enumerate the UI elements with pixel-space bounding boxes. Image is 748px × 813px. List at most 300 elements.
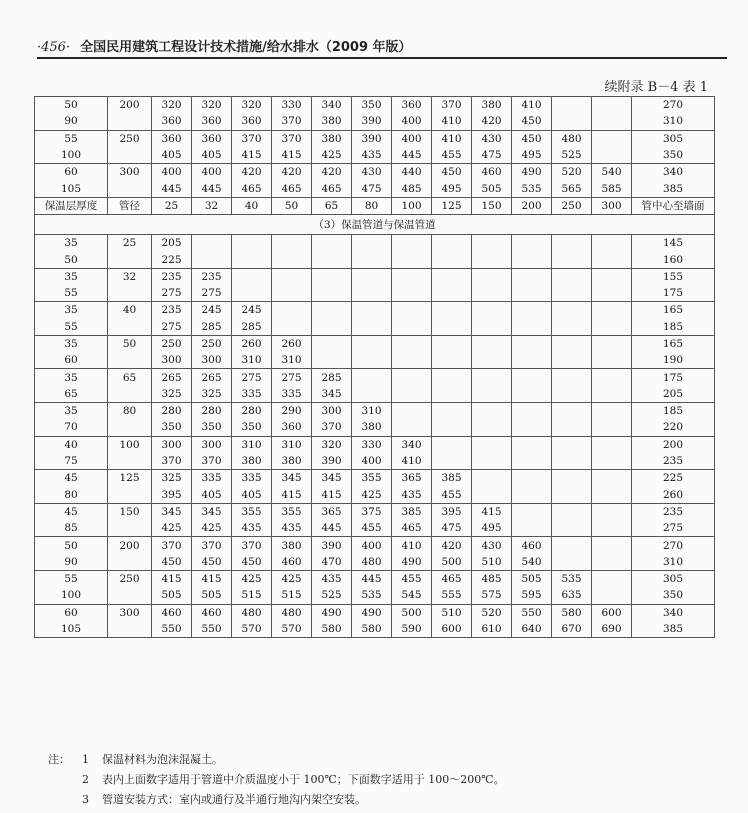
table-cell: 205 [152, 235, 192, 252]
table-cell: 235 [192, 268, 232, 285]
table-cell: 445 [352, 571, 392, 588]
table-cell [312, 335, 352, 352]
column-header: 32 [192, 197, 232, 214]
table-cell: 150 [108, 503, 152, 520]
table-cell [512, 235, 552, 252]
table-cell [512, 319, 552, 336]
table-row [35, 130, 715, 147]
table-cell [512, 436, 552, 453]
table-cell: 460 [272, 554, 312, 571]
table-cell: 500 [432, 554, 472, 571]
table-cell: 450 [192, 554, 232, 571]
table-cell: 425 [312, 147, 352, 164]
table-cell: 450 [512, 130, 552, 147]
table-cell: 370 [232, 537, 272, 554]
table-cell [232, 285, 272, 302]
table-cell: 345 [312, 470, 352, 487]
table-cell: 370 [192, 453, 232, 470]
table-cell [592, 503, 632, 520]
table-cell: 325 [192, 386, 232, 403]
table-cell: 400 [352, 537, 392, 554]
table-cell: 335 [272, 386, 312, 403]
table-cell: 345 [272, 470, 312, 487]
table-cell: 175 [632, 285, 715, 302]
column-header: 150 [472, 197, 512, 214]
table-cell [352, 369, 392, 386]
table-cell: 370 [432, 97, 472, 114]
table-cell: 250 [192, 335, 232, 352]
table-cell [552, 285, 592, 302]
table-cell [592, 554, 632, 571]
table-cell: 275 [192, 285, 232, 302]
table-cell: 55 [35, 319, 108, 336]
table-cell: 580 [352, 621, 392, 638]
table-cell [352, 235, 392, 252]
table-cell: 50 [35, 97, 108, 114]
table-cell: 280 [192, 403, 232, 420]
table-cell: 410 [512, 97, 552, 114]
table-cell [552, 302, 592, 319]
table-cell: 435 [312, 571, 352, 588]
table-cell: 370 [272, 113, 312, 130]
table-cell: 370 [312, 419, 352, 436]
table-cell [592, 487, 632, 504]
table-cell: 425 [272, 571, 312, 588]
table-cell: 370 [152, 537, 192, 554]
table-cell: 505 [512, 571, 552, 588]
table-cell [472, 235, 512, 252]
table-cell: 445 [392, 147, 432, 164]
table-cell: 510 [432, 604, 472, 621]
table-cell [108, 251, 152, 268]
table-cell: 35 [35, 235, 108, 252]
table-cell [352, 352, 392, 369]
column-header: 80 [352, 197, 392, 214]
table-cell: 350 [352, 97, 392, 114]
table-cell [432, 268, 472, 285]
table-cell: 450 [512, 113, 552, 130]
table-cell [472, 369, 512, 386]
table-cell [592, 453, 632, 470]
table-cell: 345 [312, 386, 352, 403]
table-cell: 350 [152, 419, 192, 436]
note-text: 表内上面数字适用于管道中介质温度小于 100℃；下面数字适用于 100～200℃。 [102, 773, 505, 786]
table-cell [592, 251, 632, 268]
table-cell: 235 [152, 268, 192, 285]
table-row [35, 403, 715, 420]
table-cell: 32 [108, 268, 152, 285]
table-cell [472, 470, 512, 487]
table-cell [552, 554, 592, 571]
table-cell: 355 [352, 470, 392, 487]
table-cell [312, 235, 352, 252]
table-cell: 340 [632, 604, 715, 621]
table-cell: 270 [632, 537, 715, 554]
table-cell: 365 [392, 470, 432, 487]
table-cell: 310 [632, 113, 715, 130]
table-row [35, 621, 715, 638]
table-cell: 200 [108, 537, 152, 554]
table-cell: 345 [192, 503, 232, 520]
table-cell: 565 [552, 180, 592, 197]
book-title: 全国民用建筑工程设计技术措施/给水排水（2009 年版） [80, 40, 412, 55]
table-cell: 300 [192, 436, 232, 453]
table-cell: 465 [312, 180, 352, 197]
table-cell: 515 [272, 587, 312, 604]
table-cell: 425 [152, 520, 192, 537]
table-cell: 360 [232, 113, 272, 130]
table-cell: 435 [352, 147, 392, 164]
table-cell [512, 503, 552, 520]
table-cell: 50 [35, 537, 108, 554]
table-cell: 490 [512, 164, 552, 181]
note-text: 管道安装方式：室内或通行及半通行地沟内架空安装。 [102, 793, 366, 806]
table-cell [108, 453, 152, 470]
table-cell [472, 352, 512, 369]
table-cell: 290 [272, 403, 312, 420]
table-cell [512, 335, 552, 352]
table-cell: 470 [312, 554, 352, 571]
table-row [35, 554, 715, 571]
table-cell: 35 [35, 335, 108, 352]
table-cell: 250 [152, 335, 192, 352]
table-cell: 385 [632, 180, 715, 197]
table-cell: 90 [35, 554, 108, 571]
notes-label: 注： [48, 753, 70, 766]
table-cell: 350 [632, 587, 715, 604]
table-cell: 35 [35, 268, 108, 285]
table-cell: 415 [472, 503, 512, 520]
table-cell: 535 [512, 180, 552, 197]
table-cell: 490 [352, 604, 392, 621]
table-cell [312, 251, 352, 268]
table-cell [192, 235, 232, 252]
table-cell [552, 97, 592, 114]
table-cell [592, 147, 632, 164]
table-cell: 55 [35, 130, 108, 147]
table-cell: 590 [392, 621, 432, 638]
table-cell: 65 [108, 369, 152, 386]
table-cell [552, 520, 592, 537]
table-cell: 305 [632, 571, 715, 588]
table-cell: 550 [192, 621, 232, 638]
table-cell [432, 403, 472, 420]
table-cell [552, 503, 592, 520]
table-cell [272, 235, 312, 252]
table-cell [592, 436, 632, 453]
table-cell: 400 [392, 130, 432, 147]
table-cell: 310 [352, 403, 392, 420]
table-cell [592, 537, 632, 554]
table-cell [592, 302, 632, 319]
table-cell: 460 [192, 604, 232, 621]
table-cell: 520 [472, 604, 512, 621]
table-row [35, 164, 715, 181]
table-row [35, 268, 715, 285]
column-header: 100 [392, 197, 432, 214]
table-cell: 80 [108, 403, 152, 420]
table-cell [312, 302, 352, 319]
table-cell [592, 386, 632, 403]
table-cell: 400 [192, 164, 232, 181]
table-row [35, 604, 715, 621]
table-cell [592, 587, 632, 604]
table-cell: 335 [232, 470, 272, 487]
table-cell [592, 419, 632, 436]
table-cell: 370 [152, 453, 192, 470]
table-cell [592, 113, 632, 130]
table-cell [512, 268, 552, 285]
table-cell: 525 [552, 147, 592, 164]
table-cell: 35 [35, 302, 108, 319]
table-cell [232, 251, 272, 268]
table-cell: 350 [232, 419, 272, 436]
table-cell: 570 [232, 621, 272, 638]
table-row [35, 180, 715, 197]
table-cell [432, 386, 472, 403]
table-cell: 485 [392, 180, 432, 197]
table-cell: 270 [632, 97, 715, 114]
table-cell: 385 [632, 621, 715, 638]
table-cell: 260 [272, 335, 312, 352]
table-cell [592, 470, 632, 487]
table-cell [272, 319, 312, 336]
table-cell: 415 [192, 571, 232, 588]
table-cell: 85 [35, 520, 108, 537]
table-cell: 440 [392, 164, 432, 181]
table-cell: 165 [632, 335, 715, 352]
table-cell: 100 [35, 147, 108, 164]
table-cell [512, 453, 552, 470]
table-cell: 165 [632, 302, 715, 319]
table-cell: 335 [232, 386, 272, 403]
table-cell: 320 [312, 436, 352, 453]
table-cell [592, 319, 632, 336]
table-cell: 310 [272, 352, 312, 369]
table-cell: 325 [152, 386, 192, 403]
table-cell: 365 [312, 503, 352, 520]
table-cell [312, 268, 352, 285]
table-row [35, 386, 715, 403]
table-cell: 575 [472, 587, 512, 604]
table-cell [552, 537, 592, 554]
table-cell [512, 369, 552, 386]
table-cell: 570 [272, 621, 312, 638]
table-cell [472, 285, 512, 302]
table-cell: 60 [35, 352, 108, 369]
table-cell [352, 268, 392, 285]
table-cell [552, 335, 592, 352]
table-cell: 260 [632, 487, 715, 504]
table-cell: 490 [312, 604, 352, 621]
table-cell: 225 [632, 470, 715, 487]
table-cell: 595 [512, 587, 552, 604]
table-cell [272, 268, 312, 285]
table-cell: 380 [312, 130, 352, 147]
column-header: 300 [592, 197, 632, 214]
table-cell [472, 251, 512, 268]
table-cell: 50 [108, 335, 152, 352]
table-cell: 455 [392, 571, 432, 588]
table-cell: 405 [152, 147, 192, 164]
note-item: 2 表内上面数字适用于管道中介质温度小于 100℃；下面数字适用于 100～200℃。 [48, 770, 728, 790]
table-cell [272, 285, 312, 302]
table-cell [512, 403, 552, 420]
table-cell: 300 [108, 604, 152, 621]
table-row [35, 470, 715, 487]
table-cell [108, 113, 152, 130]
table-cell: 380 [472, 97, 512, 114]
table-cell [432, 369, 472, 386]
table-cell [512, 520, 552, 537]
table-cell [432, 352, 472, 369]
table-cell: 250 [108, 571, 152, 588]
table-cell: 45 [35, 470, 108, 487]
table-row [35, 503, 715, 520]
table-cell [472, 419, 512, 436]
table-cell: 360 [272, 419, 312, 436]
table-cell: 265 [192, 369, 232, 386]
table-cell [352, 386, 392, 403]
table-cell: 390 [352, 130, 392, 147]
table-cell: 420 [472, 113, 512, 130]
table-cell: 395 [432, 503, 472, 520]
table-cell [108, 587, 152, 604]
table-cell [432, 251, 472, 268]
table-cell: 100 [108, 436, 152, 453]
table-row [35, 302, 715, 319]
table-cell: 105 [35, 621, 108, 638]
table-cell [108, 621, 152, 638]
table-cell [472, 319, 512, 336]
table-cell: 310 [232, 436, 272, 453]
table-cell: 445 [152, 180, 192, 197]
table-cell [512, 419, 552, 436]
table-cell: 475 [472, 147, 512, 164]
table-cell: 580 [312, 621, 352, 638]
table-cell: 690 [592, 621, 632, 638]
table-cell: 410 [392, 453, 432, 470]
table-cell: 360 [192, 130, 232, 147]
table-cell: 235 [632, 503, 715, 520]
header-rule [37, 57, 727, 59]
table-cell: 360 [152, 113, 192, 130]
table-cell [192, 251, 232, 268]
table-cell: 380 [272, 453, 312, 470]
table-cell [592, 285, 632, 302]
table-cell: 425 [232, 571, 272, 588]
table-cell [552, 352, 592, 369]
table-cell [392, 335, 432, 352]
table-cell: 555 [432, 587, 472, 604]
table-cell: 380 [312, 113, 352, 130]
table-cell: 445 [312, 520, 352, 537]
table-cell: 475 [352, 180, 392, 197]
table-cell: 435 [232, 520, 272, 537]
table-cell [472, 436, 512, 453]
table-cell: 460 [472, 164, 512, 181]
table-row [35, 537, 715, 554]
table-cell [512, 487, 552, 504]
table-row [35, 147, 715, 164]
table-cell [552, 453, 592, 470]
table-cell: 480 [352, 554, 392, 571]
table-cell: 415 [152, 571, 192, 588]
table-cell [512, 352, 552, 369]
table-cell: 155 [632, 268, 715, 285]
table-cell: 260 [232, 335, 272, 352]
table-cell: 505 [472, 180, 512, 197]
table-cell [108, 147, 152, 164]
table-cell: 300 [312, 403, 352, 420]
table-cell: 635 [552, 587, 592, 604]
table-cell: 515 [232, 587, 272, 604]
table-cell: 80 [35, 487, 108, 504]
table-cell [392, 319, 432, 336]
table-cell [432, 419, 472, 436]
table-cell: 380 [232, 453, 272, 470]
table-cell [472, 302, 512, 319]
table-cell: 405 [192, 487, 232, 504]
table-cell: 420 [432, 537, 472, 554]
table-cell [272, 302, 312, 319]
table-cell [512, 302, 552, 319]
table-cell [552, 470, 592, 487]
table-cell [472, 403, 512, 420]
table-cell: 550 [512, 604, 552, 621]
table-cell: 450 [152, 554, 192, 571]
table-cell: 425 [192, 520, 232, 537]
table-cell [108, 419, 152, 436]
table-cell: 610 [472, 621, 512, 638]
table-cell [272, 251, 312, 268]
table-cell: 330 [352, 436, 392, 453]
table-cell [472, 487, 512, 504]
table-cell: 435 [392, 487, 432, 504]
table-cell: 525 [312, 587, 352, 604]
table-cell [512, 386, 552, 403]
table-row [35, 113, 715, 130]
table-cell [592, 352, 632, 369]
table-cell: 370 [232, 130, 272, 147]
note-item: 3 管道安装方式：室内或通行及半通行地沟内架空安装。 [48, 790, 728, 810]
table-row [35, 587, 715, 604]
table-cell [552, 419, 592, 436]
table-cell [592, 335, 632, 352]
table-row [35, 97, 715, 114]
table-row [35, 369, 715, 386]
table-cell [552, 319, 592, 336]
table-cell: 50 [35, 251, 108, 268]
table-cell: 280 [152, 403, 192, 420]
table-cell: 275 [232, 369, 272, 386]
table-cell [108, 520, 152, 537]
table-cell: 600 [592, 604, 632, 621]
table-row [35, 335, 715, 352]
table-cell [392, 285, 432, 302]
table-cell: 310 [272, 436, 312, 453]
table-cell: 310 [632, 554, 715, 571]
table-cell [592, 403, 632, 420]
table-cell [472, 386, 512, 403]
table-cell: 585 [592, 180, 632, 197]
table-row [35, 319, 715, 336]
table-cell [312, 352, 352, 369]
table-cell: 480 [232, 604, 272, 621]
table-cell: 275 [632, 520, 715, 537]
table-cell [432, 319, 472, 336]
page-number: ·456· [37, 40, 71, 55]
